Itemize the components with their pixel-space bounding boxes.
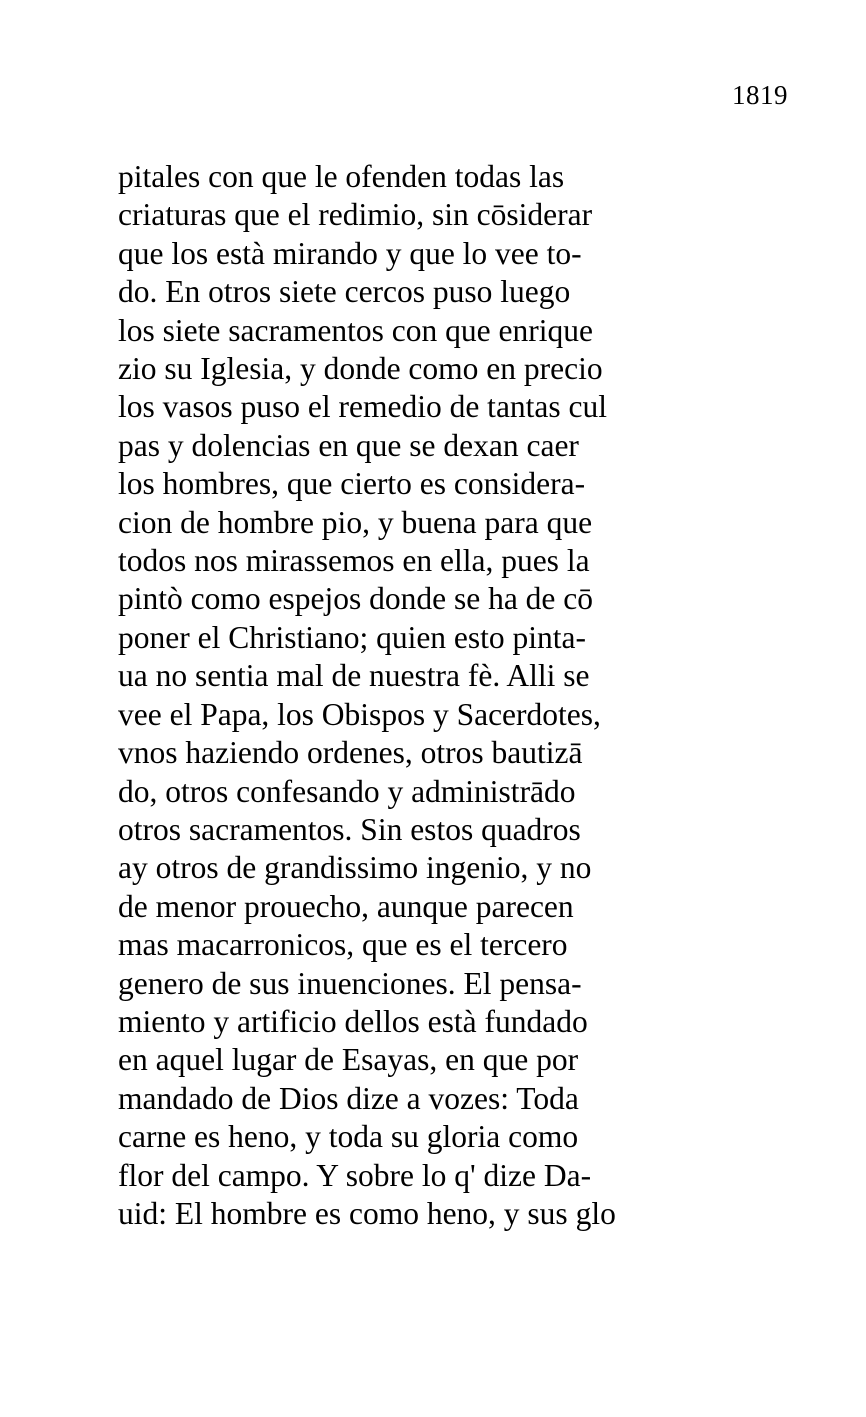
text-line: mas macarronicos, que es el tercero	[118, 927, 568, 963]
text-line: los hombres, que cierto es considera-	[118, 466, 586, 502]
text-line: vee el Papa, los Obispos y Sacerdotes,	[118, 696, 601, 732]
text-line: los siete sacramentos con que enrique	[118, 312, 593, 348]
text-line: uid: El hombre es como heno, y sus glo	[118, 1195, 616, 1231]
text-line: en aquel lugar de Esayas, en que por	[118, 1042, 579, 1078]
text-line: de menor prouecho, aunque parecen	[118, 888, 574, 924]
page-number: 1819	[732, 80, 788, 110]
text-line: otros sacramentos. Sin estos quadros	[118, 811, 581, 847]
text-line: criaturas que el redimio, sin cōsiderar	[118, 197, 593, 233]
text-line: pas y dolencias en que se dexan caer	[118, 427, 579, 463]
body-text	[118, 158, 678, 1233]
text-line: carne es heno, y toda su gloria como	[118, 1119, 579, 1155]
text-line: ay otros de grandissimo ingenio, y no	[118, 850, 592, 886]
text-line: ua no sentia mal de nuestra fè. Alli se	[118, 658, 590, 694]
text-line: miento y artificio dellos està fundado	[118, 1003, 588, 1039]
text-line: do. En otros siete cercos puso luego	[118, 274, 571, 310]
text-line: cion de hombre pio, y buena para que	[118, 504, 593, 540]
text-line: genero de sus inuenciones. El pensa-	[118, 965, 582, 1001]
text-line: que los està mirando y que lo vee to-	[118, 235, 582, 271]
text-line: zio su Iglesia, y donde como en precio	[118, 351, 603, 387]
text-line: pitales con que le ofenden todas las	[118, 159, 565, 194]
text-line: do, otros confesando y administrādo	[118, 773, 576, 809]
text-line: mandado de Dios dize a vozes: Toda	[118, 1080, 579, 1116]
text-line: flor del campo. Y sobre lo q' dize Da-	[118, 1157, 592, 1193]
text-line: los vasos puso el remedio de tantas cul	[118, 389, 608, 425]
text-line: poner el Christiano; quien esto pinta-	[118, 619, 587, 655]
text-line: vnos haziendo ordenes, otros bautizā	[118, 735, 583, 771]
text-line: todos nos mirassemos en ella, pues la	[118, 543, 590, 579]
text-line: pintò como espejos donde se ha de cō	[118, 581, 594, 617]
